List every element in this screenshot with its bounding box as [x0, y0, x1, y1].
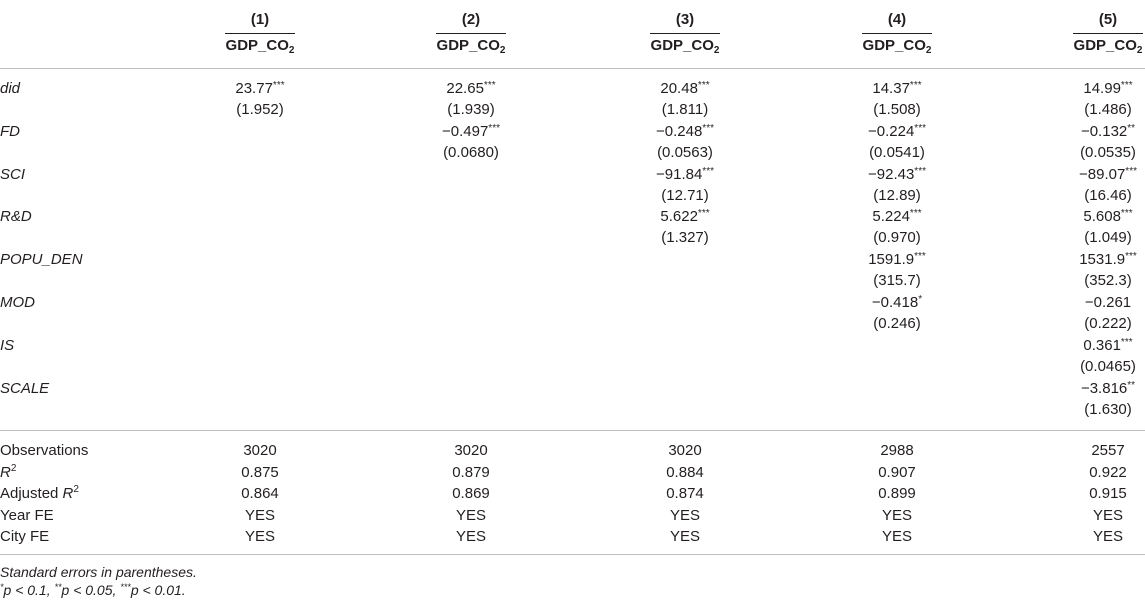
standard-error-cell: (1.939): [447, 101, 495, 118]
significance-stars: ***: [1120, 80, 1133, 91]
significance-stars: ***: [483, 80, 496, 91]
significance-stars: ***: [914, 122, 926, 134]
stat-cell: 3020: [454, 442, 488, 459]
standard-error-cell: (12.71): [661, 186, 709, 204]
column-number-underline: [650, 33, 720, 34]
significance-stars: ***: [697, 208, 710, 220]
row-label-city-fe: City FE: [0, 528, 50, 545]
stat-cell: YES: [244, 506, 275, 524]
significance-stars: ***: [488, 122, 500, 134]
row-label-sci: SCI: [0, 165, 26, 183]
stats-rule: [0, 430, 1145, 431]
standard-error-cell: (16.46): [1084, 186, 1132, 204]
row-label-year-fe: Year FE: [0, 506, 54, 524]
significance-stars: ***: [1120, 208, 1133, 220]
standard-error-cell: (1.508): [873, 101, 921, 118]
significance-stars: **: [1127, 122, 1136, 134]
stat-cell: 0.907: [878, 463, 916, 481]
coefficient-cell: 0.361***: [1083, 336, 1133, 354]
column-number-underline: [862, 33, 932, 34]
stat-cell: 2557: [1091, 442, 1125, 459]
standard-error-cell: (0.0541): [869, 143, 925, 161]
standard-error-cell: (0.0465): [1080, 357, 1136, 375]
coefficient-cell: 5.224***: [872, 208, 922, 226]
stat-cell: YES: [881, 506, 912, 524]
coefficient-cell: 14.99***: [1083, 80, 1133, 97]
stat-cell: 0.884: [666, 463, 704, 481]
significance-stars: ***: [702, 122, 714, 134]
column-number-underline: [225, 33, 295, 34]
standard-error-cell: (1.049): [1084, 229, 1132, 247]
row-label-did: did: [0, 80, 21, 97]
row-label-mod: MOD: [0, 294, 35, 311]
stat-cell: 3020: [668, 442, 702, 459]
significance-stars: ***: [1125, 165, 1137, 177]
coefficient-cell: −0.497***: [442, 122, 500, 140]
row-label-r: $R^2$: [0, 462, 17, 481]
column-dependent-variable: $GDP\_CO_2$: [650, 37, 720, 56]
row-label-popuden: POPU_DEN: [0, 251, 83, 269]
coefficient-cell: 23.77***: [235, 80, 285, 97]
coefficient-cell: 1591.9***: [868, 251, 926, 269]
stat-cell: 0.899: [878, 485, 916, 502]
standard-error-cell: (1.952): [236, 101, 284, 118]
column-dependent-variable: $GDP\_CO_2$: [862, 37, 932, 56]
stat-cell: YES: [455, 528, 486, 545]
standard-error-cell: (1.486): [1084, 101, 1132, 118]
standard-error-cell: (315.7): [873, 272, 921, 290]
column-number: (5): [1098, 11, 1118, 28]
stat-cell: 3020: [243, 442, 277, 459]
standard-error-cell: (12.89): [873, 186, 921, 204]
column-number-underline: [1073, 33, 1143, 34]
significance-stars: ***: [1120, 336, 1133, 348]
significance-stars: **: [1127, 379, 1136, 391]
column-number: (4): [887, 11, 907, 28]
standard-error-cell: (0.0563): [657, 143, 713, 161]
significance-stars: ***: [697, 80, 710, 91]
table-note-significance: *p < 0.1, **p < 0.05, ***p < 0.01.: [0, 582, 186, 598]
row-label-is: IS: [0, 336, 15, 354]
coefficient-cell: 20.48***: [660, 80, 710, 97]
stat-cell: 0.864: [241, 485, 279, 502]
coefficient-cell: 5.608***: [1083, 208, 1133, 226]
significance-stars: ***: [272, 80, 285, 91]
standard-error-cell: (0.0535): [1080, 143, 1136, 161]
coefficient-cell: −0.261: [1084, 294, 1132, 311]
column-dependent-variable: $GDP\_CO_2$: [225, 37, 295, 56]
coefficient-cell: −91.84***: [656, 165, 714, 183]
stat-cell: 0.874: [666, 485, 704, 502]
significance-stars: ***: [1125, 251, 1137, 263]
stat-cell: 0.915: [1089, 485, 1127, 502]
coefficient-cell: −0.248***: [656, 122, 714, 140]
significance-stars: ***: [702, 165, 714, 177]
column-number: (3): [675, 11, 695, 28]
standard-error-cell: (352.3): [1084, 272, 1132, 290]
header-rule: [0, 68, 1145, 69]
column-number: (2): [461, 11, 481, 28]
column-dependent-variable: $GDP\_CO_2$: [1073, 37, 1143, 56]
coefficient-cell: −92.43***: [868, 165, 926, 183]
standard-error-cell: (0.970): [873, 229, 921, 247]
standard-error-cell: (0.222): [1084, 315, 1132, 332]
coefficient-cell: 22.65***: [446, 80, 496, 97]
stat-cell: 0.869: [452, 485, 490, 502]
column-number: (1): [250, 11, 270, 28]
standard-error-cell: (0.0680): [443, 143, 499, 161]
significance-stars: ***: [914, 165, 926, 177]
row-label-rd: R&D: [0, 208, 32, 226]
significance-stars: ***: [909, 208, 922, 220]
bottom-rule: [0, 554, 1145, 555]
coefficient-cell: −0.224***: [868, 122, 926, 140]
coefficient-cell: 5.622***: [660, 208, 710, 226]
row-label-fd: FD: [0, 122, 20, 140]
standard-error-cell: (1.811): [661, 101, 709, 118]
stat-cell: YES: [1092, 506, 1123, 524]
stat-cell: YES: [244, 528, 275, 545]
row-label-scale: SCALE: [0, 379, 50, 397]
coefficient-cell: 14.37***: [872, 80, 922, 97]
coefficient-cell: −89.07***: [1079, 165, 1137, 183]
coefficient-cell: −0.132**: [1080, 122, 1136, 140]
stat-cell: YES: [1092, 528, 1123, 545]
stat-cell: YES: [669, 506, 700, 524]
coefficient-cell: −0.418*: [871, 294, 923, 311]
standard-error-cell: (0.246): [873, 315, 921, 332]
significance-stars: ***: [914, 251, 926, 263]
stat-cell: 2988: [880, 442, 914, 459]
standard-error-cell: (1.327): [661, 229, 709, 247]
stat-cell: 0.875: [241, 463, 279, 481]
coefficient-cell: 1531.9***: [1079, 251, 1137, 269]
row-label-adjusted-r: Adjusted $R^2$: [0, 484, 79, 502]
coefficient-cell: −3.816**: [1080, 379, 1136, 397]
stat-cell: 0.879: [452, 463, 490, 481]
table-note-standard-errors: Standard errors in parentheses.: [0, 564, 197, 580]
stat-cell: YES: [669, 528, 700, 545]
stat-cell: YES: [455, 506, 486, 524]
stat-cell: 0.922: [1089, 463, 1127, 481]
stat-cell: YES: [881, 528, 912, 545]
significance-stars: ***: [909, 80, 922, 91]
significance-stars: *: [918, 294, 923, 305]
column-dependent-variable: $GDP\_CO_2$: [436, 37, 506, 56]
standard-error-cell: (1.630): [1084, 400, 1132, 418]
column-number-underline: [436, 33, 506, 34]
row-label-observations: Observations: [0, 442, 89, 459]
